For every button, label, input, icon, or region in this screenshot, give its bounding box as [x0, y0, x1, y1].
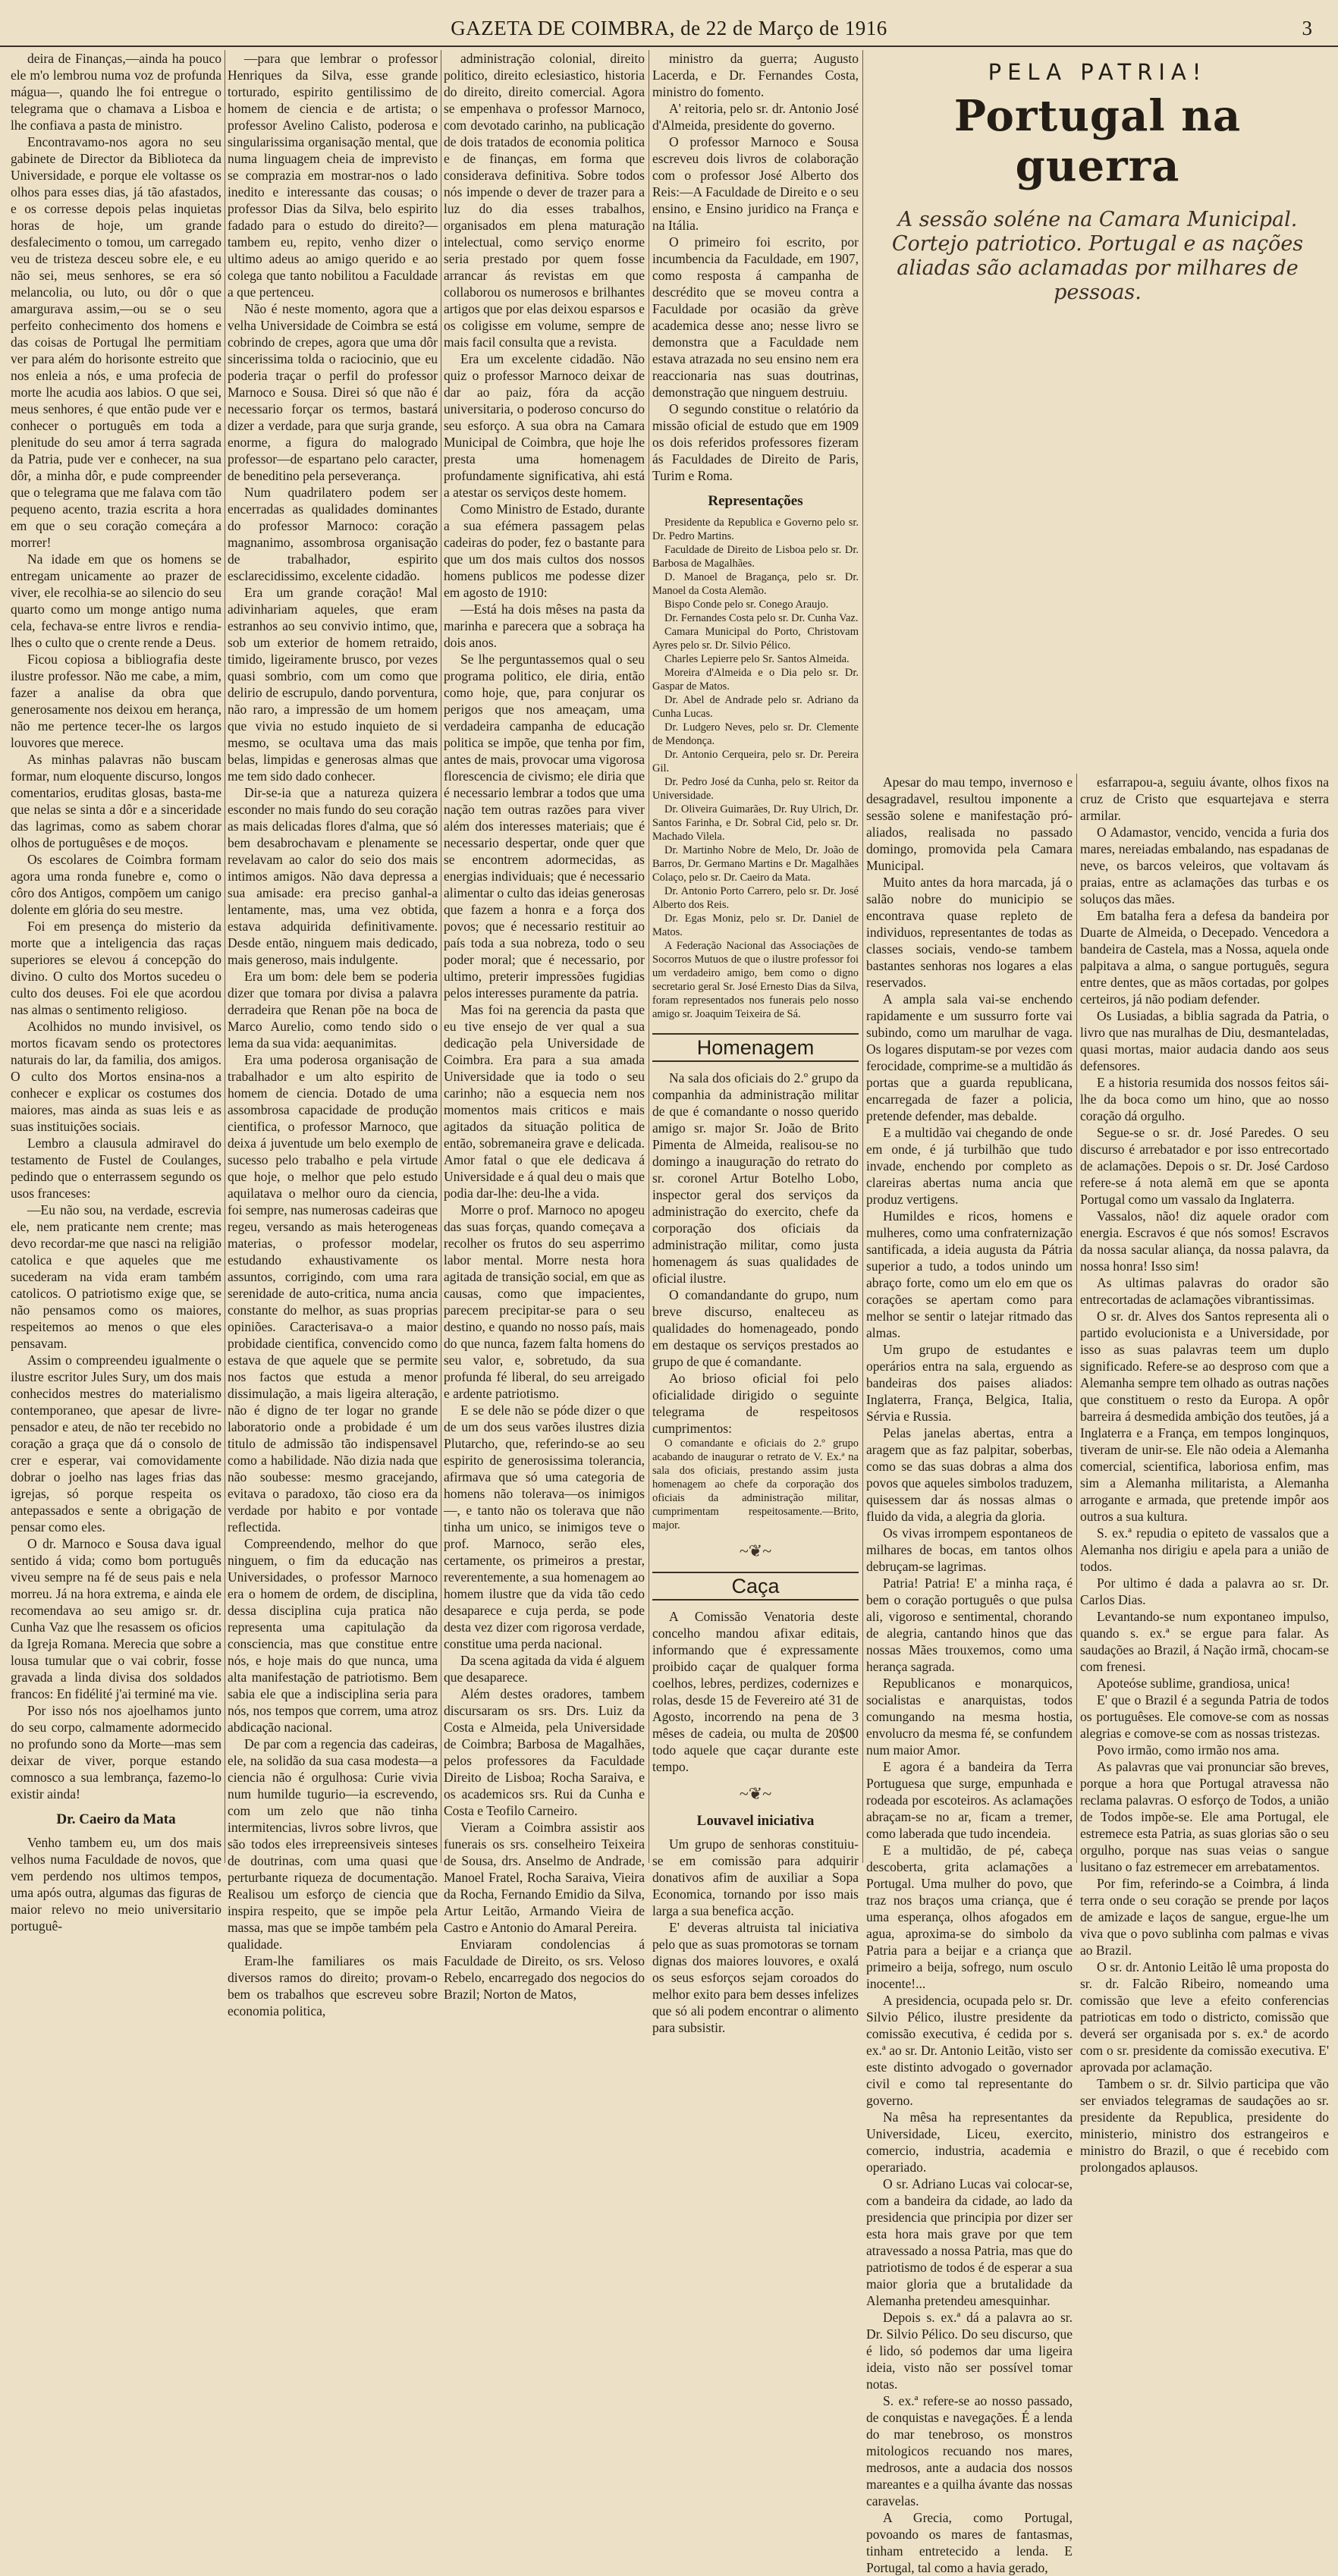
- paragraph: Enviaram condolencias á Faculdade de Direito, os srs. Veloso Rebelo, encarregado dos negocios do Brazil; Norton de Matos,: [444, 1937, 645, 2002]
- paragraph: E' que o Brazil é a segunda Patria de todos os portuguêses. Ele comove-se com as nossas alegrias e comove-se com as nossas tristezas.: [1080, 1692, 1329, 1741]
- paragraph: As palavras que vai pronunciar são breves, porque a hora que Portugal atravessa não reclama palavras. O esforço de Todos, a união de Todos impõe-se. Ele ama Portugal, ele estremece esta Patria, as suas glorias são o seu orgulho, porque nas suas veias o sangue lusitano o faz estremecer em arrebatamentos.: [1080, 1759, 1329, 1874]
- paragraph: Patria! Patria! E' a minha raça, é bem o coração português o que pulsa ali, vigoroso e sentimental, chorando de alegria, cantando hinos que das nossas Mães trouxemos, como uma herança sagrada.: [866, 1575, 1073, 1674]
- paragraph: Não é neste momento, agora que a velha Universidade de Coimbra se está cobrindo de crepes, agora que uma dôr sincerissima tolda o raciocinio, que eu poderia traçar o perfil do professor Marnoco e Sousa. Direi só que não é necessario forçar os termos, bastará dizer a verdade, para que surja grande, enorme, a figura do malogrado professor—de espartano pelo caracter, de beneditino pela perseverança.: [228, 301, 438, 483]
- paragraph: Os vivas irrompem espontaneos de milhares de bocas, em tantos olhos debruçam-se lagrimas.: [866, 1525, 1073, 1574]
- paragraph: E se dele não se póde dizer o que de um dos seus varões ilustres dizia Plutarcho, que, referindo-se ao seu espirito de generosissima tolerancia, afirmava que só uma categoria de homens não tolerava—os inimigos—, e tanto não os tolerava que não tinha um unico, se inimigos teve o prof. Marnoco, serão eles, certamente, os primeiros a prestar, reverentemente, a sua homenagem ao homem ilustre que da vida tão cedo desaparece e cuja perda, se pode desta vez dizer com rigorosa verdade, constitue uma perda nacional.: [444, 1403, 645, 1651]
- list-item: D. Manoel de Bragança, pelo sr. Dr. Manoel da Costa Alemão.: [652, 571, 859, 597]
- column-2: [228, 50, 438, 2018]
- list-item: Dr. Abel de Andrade pelo sr. Adriano da Cunha Lucas.: [652, 694, 859, 720]
- paragraph: Num quadrilatero podem ser encerradas as qualidades dominantes do professor Marnoco: coração magnanimo, assombrosa organisação de trabalhador, espirito esclarecidissimo, excelente cidadão.: [228, 485, 438, 583]
- paragraph: administração colonial, direito politico, direito eclesiastico, historia do direito, direito comercial. Agora se empenhava o professor Marnoco, com devotado carinho, na publicação de dois tratados de economia politica e de finanças, em forma que considerava definitiva. Sobre todos nós impende o dever de trazer para a luz do dia esses trabalhos, organisados em plena maturação intelectual, como serviço enorme seria prestado por quem fosse arrancar ás revistas em que collaborou os numerosos e brilhantes artigos que por elas deixou esparsos e os coligisse em volume, sempre de mais facil consulta que a revista.: [444, 51, 645, 350]
- paragraph: O segundo constitue o relatório da missão oficial de estudo que em 1909 os dois referidos professores fizeram ás Faculdades de Direito de Paris, Turim e Roma.: [652, 401, 859, 483]
- paragraph: Dir-se-ia que a natureza quizera esconder no mais fundo do seu coração as mais delicadas flores d'alma, que só bem desabrochavam e plenamente se revelavam ao calor do seio dos mais intimos amigos. Não dava depressa a sua amisade: era preciso ganhal-a lentamente, mas, uma vez obtida, estava adquirida definitivamente. Desde então, ninguem mais dedicado, mais generoso, mais indulgente.: [228, 785, 438, 967]
- paragraph: E agora é a bandeira da Terra Portuguesa que surge, empunhada e rodeada por escoteiros. As aclamações abraçam-se no ar, ficam a tremer, como laberada que tudo incendeia.: [866, 1759, 1073, 1841]
- paragraph: Muito antes da hora marcada, já o salão nobre do municipio se encontrava quase repleto de individuos, representantes de todas as classes sociais, vendo-se tambem bastantes senhoras nos logares a elas reservados.: [866, 875, 1073, 990]
- paragraph: Por fim, referindo-se a Coimbra, á linda terra onde o seu coração se prende por laços de amizade e laços de sangue, ergue-lhe um viva que o povo sublinha com palmas e vivas ao Brazil.: [1080, 1876, 1329, 1958]
- paragraph: Morre o prof. Marnoco no apogeu das suas forças, quando começava a recolher os frutos do seu asperrimo labor mental. Morre nesta hora agitada de transição social, em que as causas, como que impacientes, parecem precipitar-se para o seu destino, e quando no nosso país, mais do que nunca, fazem falta homens do seu valor, e, sobretudo, da sua profunda fé liberal, do seu arreigado e ardente patriotismo.: [444, 1202, 645, 1401]
- paragraph: O primeiro foi escrito, por incumbencia da Faculdade, em 1907, como resposta á campanha de descrédito que se moveu contra a Faculdade por ocasião da grève academica desse ano; nesse livro se demonstra que a Faculdade nem estava atrazada no seu ensino nem era reaccionaria nas suas doutrinas, demonstração que ninguem destruiu.: [652, 234, 859, 400]
- paragraph: Eram-lhe familiares os mais diversos ramos do direito; provam-o bem os trabalhos que escreveu sobre economia politica,: [228, 1953, 438, 2018]
- paragraph: E a historia resumida dos nossos feitos sái-lhe da boca como um hino, que ao nosso coração dá orgulho.: [1080, 1075, 1329, 1123]
- paragraph: Mas foi na gerencia da pasta que eu tive ensejo de ver qual a sua dedicação pela Universidade de Coimbra. Era para a sua amada Universidade que ia todo o seu carinho; não a esquecia nem nos momentos mais criticos e mais agitados da situação politica de então, sobremaneira grave e delicada. Amor fatal o que ele dedicava á Universidade e á qual deu o mais que podia dar-lhe: deu-lhe a vida.: [444, 1002, 645, 1201]
- paragraph: —Está ha dois mêses na pasta da marinha e parecera que a sobraça ha dois anos.: [444, 602, 645, 650]
- paragraph: Pelas janelas abertas, entra a aragem que as faz palpitar, soberbas, como se das suas dobras a alma dos povos que aqueles simbolos traduzem, quisessem dar ás nossas almas o fluido da vida, a alegria da gloria.: [866, 1425, 1073, 1524]
- paragraph: Foi em presença do misterio da morte que a inteligencia das raças superiores se elevou á concepção do divino. O culto dos Mortos sucedeu o culto dos deuses. Foi ele que acordou nas almas o sentimento religioso.: [11, 919, 221, 1017]
- paragraph: S. ex.ª refere-se ao nosso passado, de conquistas e navegações. É a lenda do mar tenebroso, os monstros mitologicos recuando nos mares, medrosos, ante a audacia dos nossos mareantes e a quilha ávante das nossas caravelas.: [866, 2393, 1073, 2508]
- paragraph: Era um grande coração! Mal adivinhariam aqueles, que eram estranhos ao seu convivio intimo, que, sob um exterior de homem retraido, timido, ligeiramente brusco, por vezes quasi sombrio, com um como que delirio de escrupulo, dando porventura, não raro, a impressão de um homem que vivia no estudo inquieto de si mesmo, se ocultava uma das mais belas, limpidas e generosas almas que me tem sido dado conhecer.: [228, 585, 438, 784]
- list-item: Dr. Oliveira Guimarães, Dr. Ruy Ulrich, Dr. Santos Farinha, e Dr. Sobral Cid, pelo sr. Dr. Machado Vilela.: [652, 803, 859, 843]
- paragraph: Na sala dos oficiais do 2.º grupo da companhia da administração militar de que é comandante o nosso querido amigo sr. major Sr. João de Brito Pimenta de Almeida, realisou-se no domingo a inauguração do retrato do sr. coronel Artur Botelho Lobo, inspector geral dos serviços da administração do exercito, chefe da corporação dos oficiais da administração militar, como justa homenagem ás suas qualidades de oficial ilustre.: [652, 1070, 859, 1286]
- paragraph: Um grupo de senhoras constituiu-se em comissão para adquirir donativos afim de auxiliar a Sopa Economica, tornando por isso mais larga a sua benefica acção.: [652, 1836, 859, 1918]
- paragraph: Apesar do mau tempo, invernoso e desagradavel, resultou imponente a sessão solene e manifestação pró-aliados, realisada no passado domingo, promovida pela Camara Municipal.: [866, 774, 1073, 873]
- paragraph: Apoteóse sublime, grandiosa, unica!: [1097, 1676, 1291, 1691]
- paragraph: A Grecia, como Portugal, povoando os mares de fantasmas, tinham entretecido a lenda. E Portugal, tal como a havia gerado,: [866, 2510, 1073, 2575]
- paragraph: O professor Marnoco e Sousa escreveu dois livros de colaboração com o professor José Alberto dos Reis:—A Faculdade de Direito e o seu ensino, e Ensino juridico na França e na Itália.: [652, 134, 859, 233]
- newspaper-title: GAZETA DE COIMBRA, de 22 de Março de 1916: [451, 17, 887, 39]
- paragraph: Segue-se o sr. dr. José Paredes. O seu discurso é arrebatador e por isso entrecortado de aclamações. Depois o sr. Dr. José Cardoso refere-se á nota alemã em que se aponta Portugal como um vassalo da Inglaterra.: [1080, 1125, 1329, 1207]
- list-item: Dr. Martinho Nobre de Melo, Dr. João de Barros, Dr. Germano Martins e Dr. Magalhães Colaço, pelo sr. Dr. Caeiro da Mata.: [652, 844, 859, 884]
- column-rule: [1076, 774, 1077, 1863]
- masthead: [0, 0, 1338, 47]
- page-number: 3: [1302, 17, 1312, 39]
- list-item: Faculdade de Direito de Lisboa pelo sr. Dr. Barbosa de Magalhães.: [652, 544, 859, 570]
- paragraph: A' reitoria, pelo sr. dr. Antonio José d'Almeida, presidente do governo.: [652, 101, 859, 133]
- column-6: [1080, 774, 1329, 2175]
- paragraph: O comandandante do grupo, num breve discurso, enalteceu as qualidades do homenageado, pondo em destaque os serviços prestados ao grupo de que é comandante.: [652, 1287, 859, 1369]
- paragraph: Depois s. ex.ª dá a palavra ao sr. Dr. Silvio Pélico. Do seu discurso, que é lido, só podemos dar uma ligeira ideia, visto não ser possível tomar notas.: [866, 2310, 1073, 2392]
- paragraph: Republicanos e monarquicos, socialistas e anarquistas, todos comungando na mesma hostia, envolucro da mesma fé, se confundem num maior Amor.: [866, 1676, 1073, 1758]
- list-item: Camara Municipal do Porto, Christovam Ayres pelo sr. Dr. Silvio Pélico.: [652, 626, 859, 652]
- caca-heading: Caça: [652, 1572, 859, 1601]
- paragraph: Lembro a clausula admiravel do testamento de Fustel de Coulanges, pedindo que o enterrassem segundo os usos franceses:: [11, 1136, 221, 1201]
- column-3: [444, 50, 645, 2002]
- paragraph: deira de Finanças,—ainda ha pouco ele m'o lembrou numa voz de profunda mágua—, quando lhe foi entregue o telegrama que o chamava a Lisboa e lhe confiava a pasta de ministro.: [11, 51, 221, 133]
- paragraph: —para que lembrar o professor Henriques da Silva, esse grande torturado, espirito gentilissimo de homem de ciencia e de artista; o professor Avelino Calisto, poderosa e singularissima organisação mental, que numa linguagem cheia de imprevisto se comprazia em mostrar-nos o lado inedito e interessante das cousas; o professor Dias da Silva, belo espirito fadado para o estudo do direito?—tambem eu, repito, venho dizer o ultimo adeus ao amigo querido e ao colega que tanto nobilitou a Faculdade a que pertenceu.: [228, 51, 438, 300]
- paragraph: E a multidão vai chegando de onde em onde, é já turbilhão que tudo invade, enchendo por completo as clareiras abertas numa ancia que produz vertigens.: [866, 1125, 1073, 1207]
- kicker: PELA PATRIA!: [988, 59, 1208, 85]
- list-item: Dr. Antonio Cerqueira, pelo sr. Dr. Pereira Gil.: [652, 749, 859, 774]
- paragraph: Vieram a Coimbra assistir aos funerais os srs. conselheiro Teixeira de Sousa, drs. Anselmo de Andrade, Manoel Fratel, Rocha Saraiva, Vieira da Rocha, Fernando Emidio da Silva, Artur Leitão, Armando Vieira de Castro e Antonio do Amaral Pereira.: [444, 1820, 645, 1935]
- paragraph: O Adamastor, vencido, vencida a furia dos mares, nereiadas embalando, nas espadanas de neve, os barcos veleiros, que voltavam ás praias, entre as aclamações das turbas e os soluços das mães.: [1080, 825, 1329, 906]
- paragraph: Encontravamo-nos agora no seu gabinete de Director da Biblioteca da Universidade, e porque ele voltasse os olhos para esses dias, já tão afastados, e os corresse depois pelas inquietas horas de hoje, um grande desfalecimento o tomou, um carregado veu de tristeza desceu sobre ele, e eu não sei, meus senhores, se era só melancolia, ou luto, ou dôr o que amargurava assim,—ou se o seu perfeito conhecimento dos homens e das coisas de Portugal lhe permitiam ver para além do horisonte estreito que nos enleia a nós, e uma profecia de morte lhe acudia aos labios. O que sei, meus senhores, é que então pude ver e conhecer o português em toda a plenitude do seu amor á terra sagrada da Patria, pude ver e conhecer, na sua dôr, a minha dôr, e pude compreender que o telegrama que me falava com tão pequeno acento, trazia escrita a hora em que o seu coração começára a morrer!: [11, 134, 221, 550]
- ornament-divider: ~❦~: [739, 1784, 772, 1803]
- paragraph: Na idade em que os homens se entregam unicamente ao prazer de viver, ele recolhia-se ao silencio do seu quarto como um monge antigo numa cela, fechava-se entre livros e rendia-lhes o culto que o crente rende a Deus.: [11, 551, 221, 650]
- column-rule: [862, 50, 863, 1863]
- list-item: Dr. Pedro José da Cunha, pelo sr. Reitor da Universidade.: [652, 776, 859, 802]
- column-4: [652, 50, 859, 2035]
- headline-title: Portugal na guerra: [953, 91, 1242, 191]
- list-item: Charles Lepierre pelo Sr. Santos Almeida.: [664, 653, 850, 665]
- paragraph: E' deveras altruista tal iniciativa pelo que as suas promotoras se tornam dignas dos maiores louvores, e oxalá os seus esforços sejam coroados do melhor exito para bem desses infelizes que só ali podem encontrar o alimento para subsistir.: [652, 1920, 859, 2035]
- paragraph: Era um bom: dele bem se poderia dizer que tomara por divisa a palavra derradeira que Renan põe na boca de Marco Aurelio, como tendo sido o lema da sua vida: aequanimitas.: [228, 969, 438, 1051]
- list-item: Dr. Egas Moniz, pelo sr. Dr. Daniel de Matos.: [652, 913, 859, 938]
- paragraph: Os escolares de Coimbra formam agora uma ronda funebre e, como o côro dos Antigos, compõem um canigo dolente em glória do seu mestre.: [11, 852, 221, 917]
- paragraph: Além destes oradores, tambem discursaram os srs. Drs. Luiz da Costa e Almeida, pela Universidade de Coimbra; Barbosa de Magalhães, pelos professores da Faculdade Direito de Lisboa; Rocha Saraiva, e os academicos srs. Rui da Cunha e Costa e Teofilo Carneiro.: [444, 1686, 645, 1818]
- paragraph: De par com a regencia das cadeiras, ele, na solidão da sua casa modesta—a ciencia não é orgulhosa: Curie vivia num humilde tugurio—ia escrevendo, com um zelo que não tinha intermitencias, livros sobre livros, que são todos eles irrepreensiveis sinteses de doutrinas, com uma quasi que perturbante riqueza de documentação. Realisou um esforço de ciencia que inspira respeito, que se impõe pela massa, mas que se impõe também pela qualidade.: [228, 1736, 438, 1952]
- paragraph: Por ultimo é dada a palavra ao sr. Dr. Carlos Dias.: [1080, 1575, 1329, 1607]
- list-item: Dr. Fernandes Costa pelo sr. Dr. Cunha Vaz.: [664, 612, 859, 624]
- paragraph: Acolhidos no mundo invisivel, os mortos ficavam sendo os protectores naturais do lar, da familia, dos amigos. O culto dos Mortos ensina-nos a conhecer e explicar os costumes dos maiores, mas ainda as suas leis e as suas instituições sociais.: [11, 1019, 221, 1134]
- section-heading: Dr. Caeiro da Mata: [56, 1811, 176, 1827]
- paragraph: Humildes e ricos, homens e mulheres, como uma confraternização santificada, a ideia augusta da Pátria superior a tudo, a todos unindo um abraço forte, como um elo em que os corações se apertam como para melhor se sentir o latejar ritmado das almas.: [866, 1208, 1073, 1340]
- paragraph: O sr. dr. Alves dos Santos representa ali o partido evolucionista e a Universidade, por isso as suas palavras teem um duplo significado. Refere-se ao desproso com que a Alemanha sempre tem olhado as outras nações que constituem o resto da Europa. A opôr barreira á desmedida ambição dos teutões, já a Inglaterra e a França, em tempos longinquos, tiveram de unir-se. Ele não odeia a Alemanha comercial, scientifica, laboriosa enfim, mas sim a Alemanha militarista, a Alemanha arrogante e armada, que pretende impôr aos outros a sua kultura.: [1080, 1308, 1329, 1524]
- paragraph: Era uma poderosa organisação de trabalhador e um alto espirito de homem de ciencia. Dotado de uma assombrosa capacidade de produção cientifica, o professor Marnoco, que deixa á juventude um belo exemplo de sucesso pelo trabalho e pela virtude que hoje, o melhor que pelo estudo aquilatava o melhor ouro da ciencia, foi sempre, nas numerosas cadeiras que regeu, versando as mais heterogeneas materias, o professor modelar, estudando exhaustivamente os assuntos, corrigindo, com uma rara serenidade de auto-critica, numa ancia constante do melhor, as suas proprias opiniões. Caracterisava-o a maior probidade cientifica, convencido como estava de que aquele que se permite nos factos que estuda a menor dissimulação, a mais ligeira alteração, não é digno de ter logar no grande laboratorio onde a probidade é um titulo de admissão tão indispensavel como a habilidade. Não dizia nada que não soubesse: mesmo gracejando, evitava o paradoxo, tão cioso era da verdade por habito e por vontade reflectida.: [228, 1052, 438, 1535]
- paragraph: Os Lusiadas, a biblia sagrada da Patria, o livro que nas muralhas de Diu, desmanteladas, quasi mortas, maior audacia dando aos seus defensores.: [1080, 1008, 1329, 1073]
- list-item: Dr. Ludgero Neves, pelo sr. Dr. Clemente de Mendonça.: [652, 721, 859, 747]
- paragraph: Assim o compreendeu igualmente o ilustre escritor Jules Sury, um dos mais conhecidos mestres do materialismo contemporaneo, que apesar de livre-pensador e ateu, de não ter recebido no coração a graça que dá o consolo de crer e esperar, vai comovidamente dobrar o joelho nas lages frias das igrejas, só porque respeita os antepassados e sente a obrigação de pensar como eles.: [11, 1352, 221, 1535]
- paragraph: As ultimas palavras do orador são entrecortadas de aclamações vibrantissimas.: [1080, 1275, 1329, 1307]
- paragraph: A presidencia, ocupada pelo sr. Dr. Silvio Pélico, ilustre presidente da comissão executiva, é cedida por s. ex.ª ao sr. Dr. Antonio Leitão, visto ser este distinto advogado o governador civil e como tal representante do governo.: [866, 1993, 1073, 2108]
- headline-deck: A sessão soléne na Camara Municipal. Cortejo patriotico. Portugal e as nações aliadas são aclamadas por milhares de pessoas.: [891, 208, 1304, 304]
- paragraph: Compreendendo, melhor do que ninguem, o fim da educação nas Universidades, o professor Marnoco era o homem de ordem, de disciplina, dessa disciplina cuja pratica não representa uma capitulação da consciencia, mas que constitue entre nós, e hoje mais do que nunca, uma alta manifestação de patriotismo. Bem sabia ele que a indisciplina seria para nós, nos tempos que correm, uma atroz abdicação nacional.: [228, 1536, 438, 1735]
- paragraph: As minhas palavras não buscam formar, num eloquente discurso, longos comentarios, eruditas glosas, basta-me que nelas se sinta a dôr e a sinceridade das lagrimas, como as sabem chorar olhos de portuguêses e de moços.: [11, 752, 221, 850]
- column-1: [11, 50, 221, 1934]
- paragraph: O sr. dr. Antonio Leitão lê uma proposta do sr. dr. Falcão Ribeiro, nomeando uma comissão que leve a efeito conferencias patrioticas em todo o districto, comissão que deverá ser organisada por s. ex.ª de acordo com o sr. presidente da comissão executiva. E' aprovada por aclamação.: [1080, 1959, 1329, 2075]
- paragraph: Tambem o sr. dr. Silvio participa que vão ser enviados telegramas de saudações ao sr. presidente da Republica, presidente do ministerio, ministro dos estrangeiros e ministro do Brazil, o que é recebido com prolongados aplausos.: [1080, 2076, 1329, 2175]
- telegram-text: O comandante e oficiais do 2.º grupo acabando de inaugurar o retrato de V. Ex.ª na sala dos oficiais, prestando assim justa homenagem ao chefe da corporação dos oficiais da administração militar, cumprimentam respeitosamente.—Brito, major.: [652, 1437, 859, 1531]
- paragraph: Ficou copiosa a bibliografia deste ilustre professor. Não me cabe, a mim, fazer a analise da obra que generosamente nos deixou em herança, não me pertence tecer-lhe os largos louvores que merece.: [11, 652, 221, 750]
- paragraph: Ao brioso oficial foi pelo oficialidade dirigido o seguinte telegrama de respeitosos cumprimentos:: [652, 1371, 859, 1436]
- paragraph: Um grupo de estudantes e operários entra na sala, erguendo as bandeiras dos paises aliados: Inglaterra, França, Belgica, Italia, Sérvia e Russia.: [866, 1342, 1073, 1424]
- paragraph: Na mêsa ha representantes da Universidade, Liceu, exercito, comercio, industria, academia e operariado.: [866, 2109, 1073, 2175]
- paragraph: E a multidão, de pé, cabeça descoberta, grita aclamações a Portugal. Uma mulher do povo, que traz nos braços uma criança, que é uma esperança, olhos afogados em agua, aproxima-se do simbolo da Patria para a beijar e a criança que primeiro a beija, sofrego, num osculo inocente!...: [866, 1842, 1073, 1991]
- paragraph: Vassalos, não! diz aquele orador com energia. Escravos é que nós somos! Escravos da nossa sacular aliança, da nossa palavra, da nossa honra! Isso sim!: [1080, 1208, 1329, 1274]
- paragraph: ministro da guerra; Augusto Lacerda, e Dr. Fernandes Costa, ministro do fomento.: [652, 51, 859, 99]
- list-item: Dr. Antonio Porto Carrero, pelo sr. Dr. José Alberto dos Reis.: [652, 885, 859, 911]
- paragraph: Povo irmão, como irmão nos ama.: [1097, 1742, 1280, 1758]
- column-5: [866, 774, 1073, 2575]
- headline-banner: [866, 50, 1329, 702]
- list-item: Presidente da Republica e Governo pelo sr. Dr. Pedro Martins.: [652, 517, 859, 542]
- paragraph: O dr. Marnoco e Sousa dava igual sentido á vida; como bom português viveu sempre na fé de seus pais e nela morreu. Já na hora extrema, e ainda ele recomendava ao seu amigo sr. dr. Cunha Vaz que lhe resassem os oficios da Igreja Romana. Merecia que sobre a lousa tumular que o vai cobrir, fosse gravada a linda divisa dos soldados francos: En fidélité j'ai terminé ma vie.: [11, 1536, 221, 1701]
- paragraph: Venho tambem eu, um dos mais velhos numa Faculdade de novos, que vem perdendo nos ultimos tempos, uma após outra, algumas das figuras de maior relevo no meio universitario portuguê-: [11, 1835, 221, 1934]
- paragraph: A Comissão Venatoria deste concelho mandou afixar editais, informando que é expressamente proibido caçar de qualquer forma coelhos, lebres, perdizes, codernizes e rolas, desde 15 de Fevereiro até 31 de Agosto, incorrendo na pena de 3 mêses de cadeia, ou multa de 20$00 todo aquele que caçar durante este tempo.: [652, 1609, 859, 1774]
- ornament-divider: ~❦~: [739, 1541, 772, 1560]
- paragraph: Por isso nós nos ajoelhamos junto do seu corpo, calmamente adormecido no profundo sono da Morte—mas sem deixar de viver, porque estando comnosco a sua lembrança, fazemo-lo existir ainda!: [11, 1703, 221, 1802]
- paragraph: S. ex.ª repudia o epiteto de vassalos que a Alemanha nos dirigiu e apela para a união de todos.: [1080, 1525, 1329, 1574]
- paragraph: Era um excelente cidadão. Não quiz o professor Marnoco deixar de dar ao paiz, fóra da acção universitaria, o poderoso concurso do seu esforço. A sua obra na Camara Municipal de Coimbra, que hoje lhe presta uma homenagem profundamente significativa, ahi está a atestar os serviços deste homem.: [444, 351, 645, 500]
- representacoes-list: [652, 516, 859, 1021]
- homenagem-heading: Homenagem: [652, 1033, 859, 1062]
- list-item: A Federação Nacional das Associações de Socorros Mutuos de que o ilustre professor foi um verdadeiro amigo, bem como o digno secretario geral Sr. José Ernesto Dias da Silva, foram representados nos funerais pelo nosso amigo sr. Joaquim Teixeira de Sá.: [652, 940, 859, 1020]
- paragraph: Como Ministro de Estado, durante a sua efémera passagem pelas cadeiras do poder, fez o bastante para que um dos mais cultos dos nossos homens publicos me podesse dizer em agosto de 1910:: [444, 501, 645, 600]
- representacoes-heading: Representações: [708, 493, 803, 509]
- paragraph: Em batalha fera a defesa da bandeira por Duarte de Almeida, o Decepado. Vencedora a bandeira de Castela, mas a Nossa, aquela onde palpitava a alma, o sangue português, segura entre dentes, que as mãos cortadas, por golpes certeiros, já não podiam defender.: [1080, 908, 1329, 1007]
- paragraph: O sr. Adriano Lucas vai colocar-se, com a bandeira da cidade, ao lado da presidencia que principia por dizer ser esta hora mais grave por que tem atravessado a nossa Patria, mas que do patriotismo de todos é de esperar a sua maior gloria que a brutalidade da Alemanha pretendeu amesquinhar.: [866, 2176, 1073, 2308]
- paragraph: A ampla sala vai-se enchendo rapidamente e um sussurro forte vai subindo, como um marulhar de vaga. Os logares disputam-se por vezes com ferocidade, comprime-se a multidão ás portas que a guarda republicana, encarregada de fazer a policia, pretende defender, mas debalde.: [866, 991, 1073, 1123]
- paragraph: —Eu não sou, na verdade, escrevia ele, nem praticante nem crente; mas devo recordar-me que nasci na religião catolica e que aqueles que me sucederam na vida eram também catolicos. O patriotismo exige que, se não pensamos como os maiores, respeitemos ao menos o que eles pensavam.: [11, 1202, 221, 1351]
- paragraph: Da scena agitada da vida é alguem que desaparece.: [444, 1653, 645, 1685]
- list-item: Bispo Conde pelo sr. Conego Araujo.: [664, 598, 829, 611]
- paragraph: Se lhe perguntassemos qual o seu programa politico, ele diria, então como hoje, que, para conjurar os perigos que nos ameaçam, uma verdadeira campanha de educação politica se impõe, que tenha por fim, antes de mais, provocar uma vigorosa florescencia de civismo; ele diria que é necessario lembrar a todos que uma nação tem outras razões para viver além dos interesses materiais; que é necessario despertar, onde quer que se encontrem adormecidas, as energias individuais; que é necessario alimentar o culto das ideias generosas que fazem a honra e a força dos povos; que é necessario restituir ao país toda a sua nobreza, todo o seu poder moral; que é necessario, por ultimo, preterir impressões fugidias pelos interesses puramente da patria.: [444, 652, 645, 1001]
- list-item: Moreira d'Almeida e o Dia pelo sr. Dr. Gaspar de Matos.: [652, 667, 859, 693]
- paragraph: esfarrapou-a, seguiu ávante, olhos fixos na cruz de Cristo que esquartejava e sterra armilar.: [1080, 774, 1329, 823]
- paragraph: Levantando-se num expontaneo impulso, quando s. ex.ª se ergue para falar. As saudações ao Brazil, á Nação irmã, chocam-se com frenesi.: [1080, 1609, 1329, 1674]
- louvavel-heading: Louvavel iniciativa: [696, 1813, 815, 1829]
